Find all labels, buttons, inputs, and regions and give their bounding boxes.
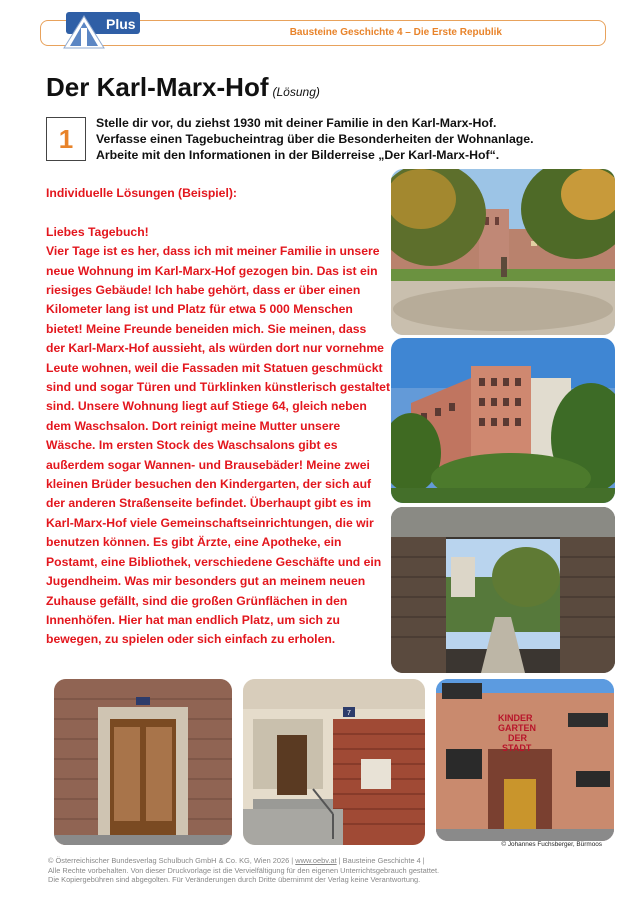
answer-text (46, 184, 391, 650)
photo-courtyard (391, 169, 615, 335)
answer-line: neue Wohnung im Karl-Marx-Hof gezogen bin. Das ist ein (46, 263, 378, 278)
answer-line: benutzen können. Es gibt Ärzte, eine Apotheke, ein (46, 535, 342, 550)
kindergarten-sign-line: GARTEN (498, 723, 536, 733)
answer-line: Vier Tage ist es her, dass ich mit meiner Familie in unsere (46, 244, 380, 259)
answer-line: sind. Unsere Wohnung liegt auf Stiege 64, gleich neben (46, 399, 367, 414)
answer-line: außerdem sogar Wannen- und Brausebäder! Meine zwei (46, 457, 370, 472)
task-line: Verfasse einen Tagebucheintrag über die Besonderheiten der Wohnanlage. (96, 131, 534, 146)
kindergarten-sign-line: DER (508, 733, 528, 743)
answer-line: Leute wohnen, weil die Fassaden mit Statuen geschmückt (46, 360, 383, 375)
photo-laundry-entrance (243, 679, 425, 845)
kindergarten-sign-line: STADT (502, 743, 532, 753)
header-title: Bausteine Geschichte 4 – Die Erste Republik (289, 27, 502, 38)
footer-link[interactable]: www.oebv.at (295, 856, 337, 865)
page-title-text: Der Karl-Marx-Hof (46, 72, 269, 102)
answer-line: kleinen Brüder besuchen den Kindergarten, der sich auf (46, 477, 372, 492)
footer-rights: Alle Rechte vorbehalten. Von dieser Druckvorlage ist die Vervielfältigung für den eigenen Unterrichtsgebrauch gestattet. (48, 865, 440, 875)
answer-line: dem Waschsalon. Dort reinigt meine Mutter unsere (46, 418, 341, 433)
answer-line: Jugendheim. Was mir besonders gut an meinem neuen (46, 574, 366, 589)
answer-line: Wäsche. Im ersten Stock des Waschsalons gibt es (46, 438, 338, 453)
task-line: Stelle dir vor, du ziehst 1930 mit deiner Familie in den Karl-Marx-Hof. (96, 116, 497, 130)
plus-logo (62, 12, 140, 50)
photo-archway (391, 507, 615, 673)
door-number: 7 (347, 710, 351, 717)
task-line: Arbeite mit den Informationen in der Bilderreise „Der Karl-Marx-Hof“. (96, 147, 500, 162)
answer-line: Zuhause gefällt, sind die großen Grünflächen in den (46, 593, 348, 608)
answer-heading: Individuelle Lösungen (Beispiel): (46, 186, 237, 200)
footer-book: | Bausteine Geschichte 4 | (336, 856, 425, 865)
answer-line: bietet! Meine Freunde beneiden mich. Sie meinen, dass (46, 321, 367, 336)
answer-line: Kilometer lang ist und Platz für etwa 5 000 Menschen (46, 302, 353, 317)
task-number-box (46, 117, 86, 161)
photo-wooden-door (54, 679, 232, 845)
photo-credit: © Johannes Fuchsberger, Bürmoos (501, 841, 602, 848)
answer-line: riesiges Gebäude! Ich habe gehört, dass er über einen (46, 283, 361, 298)
footer (48, 856, 518, 885)
answer-line: Karl-Marx-Hof viele Gemeinschaftseinrichtungen, die wir (46, 515, 374, 530)
answer-line: Innenhöfen. Hier hat man endlich Platz, um sich zu (46, 612, 340, 627)
photo-kindergarten (436, 679, 614, 841)
answer-line: sind und sogar Türen und Türklinken künstlerisch gestaltet (46, 380, 391, 395)
page-subtitle: (Lösung) (272, 85, 320, 99)
logo-text: Plus (106, 16, 136, 32)
answer-line: der Karl-Marx-Hof aussieht, als würden dort nur vornehme (46, 341, 384, 356)
task-instructions (96, 116, 566, 163)
answer-line: bewegen, zu spielen oder sich einfach zu erholen. (46, 632, 336, 647)
task-number: 1 (58, 123, 74, 154)
answer-line: der anderen Straßenseite befindet. Überhaupt gibt es im (46, 496, 372, 511)
photo-building-tower (391, 338, 615, 503)
kindergarten-sign-line: KINDER (498, 713, 533, 723)
footer-fees: Die Kopiergebühren sind abgegolten. Für Veränderungen durch Dritte übernimmt der Verlag keine Verantwortung. (48, 875, 421, 885)
footer-copyright: © Österreichischer Bundesverlag Schulbuch GmbH & Co. KG, Wien 2026 | (48, 856, 296, 865)
page-title (46, 72, 320, 103)
answer-greeting: Liebes Tagebuch! (46, 224, 149, 239)
answer-line: Postamt, eine Bibliothek, verschiedene Geschäfte und ein (46, 554, 382, 569)
